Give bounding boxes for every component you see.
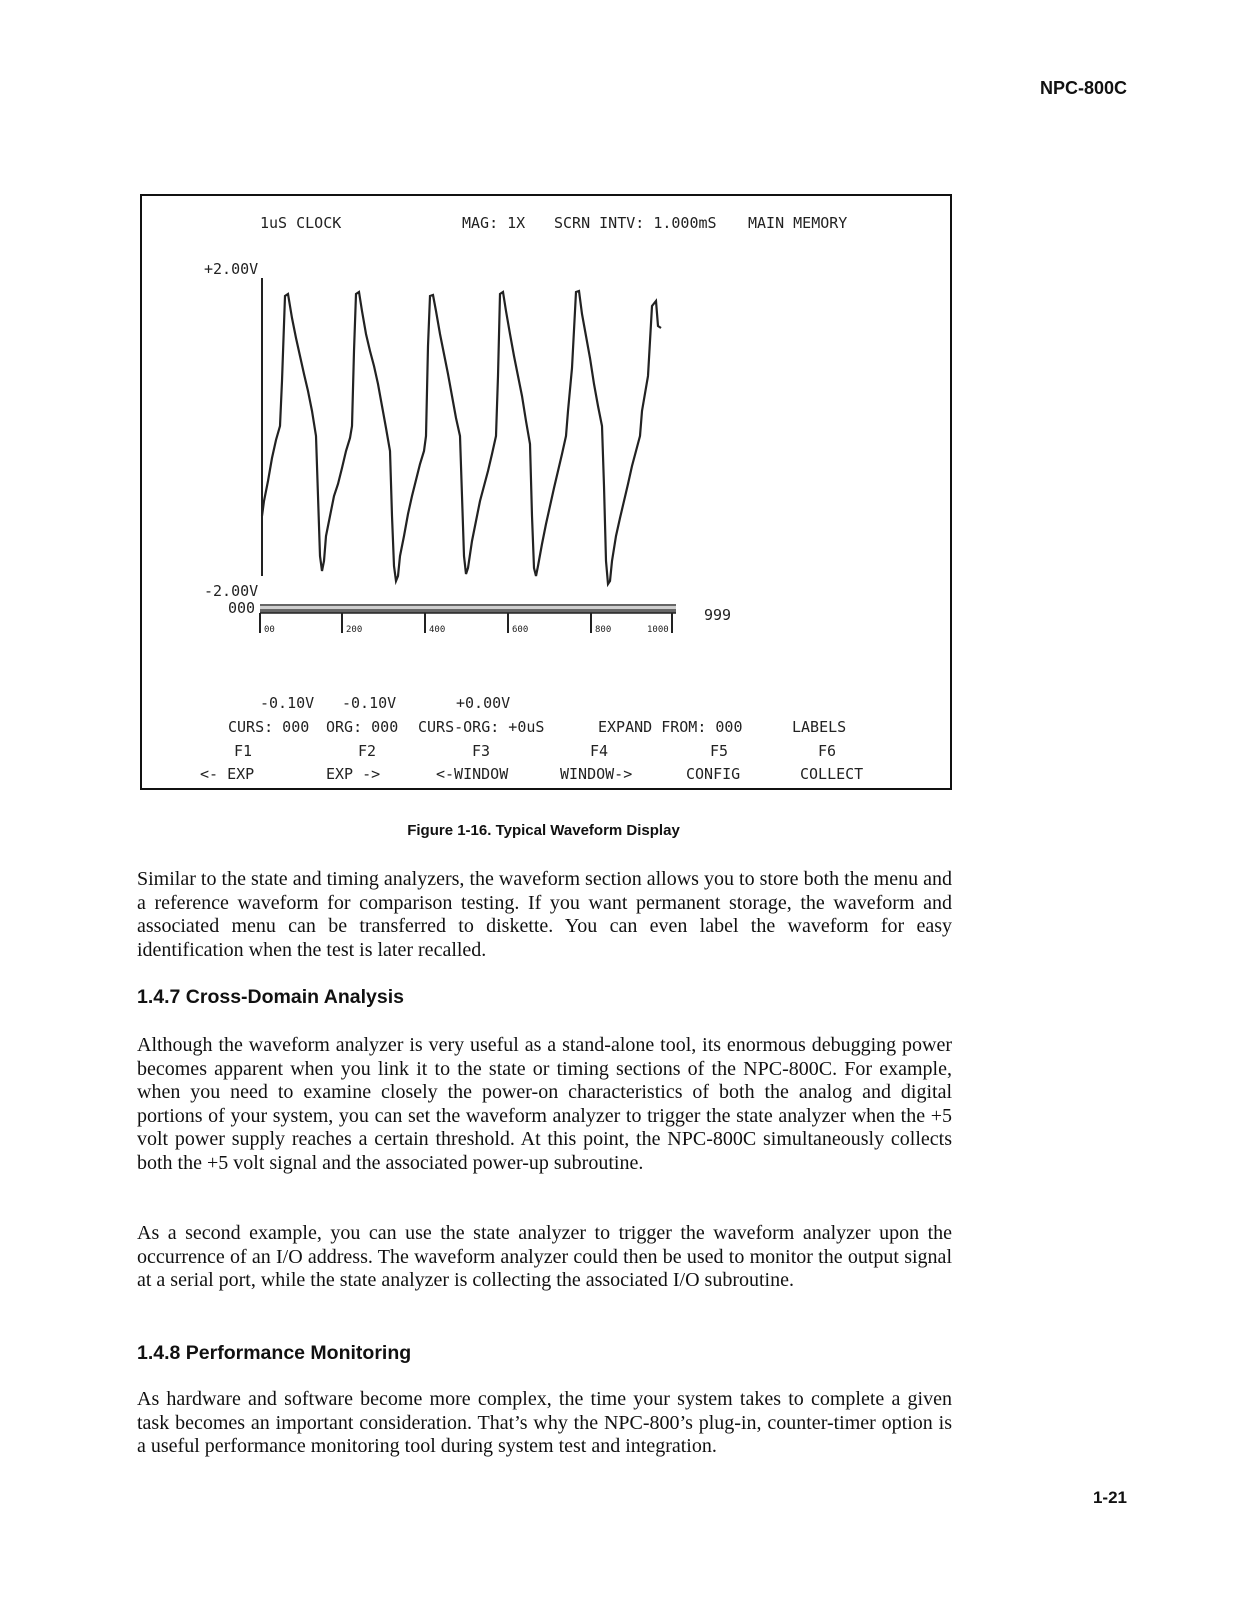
screen-interval-label: SCRN INTV: 1.000mS [554,214,717,232]
labels-status: LABELS [792,718,847,736]
fkey-f1-action: <- EXP [200,765,255,783]
scroll-tick-label: 00 [264,625,275,635]
origin-status: ORG: 000 [326,718,399,736]
figure-caption: Figure 1-16. Typical Waveform Display [407,822,680,839]
paragraph-performance: As hardware and software become more complex, the time your system takes to complete a given task becomes an important consideration. That’s why the NPC-800’s plug-in, counter-timer option is a useful performance monitoring tool during system test and integration. [137,1388,952,1458]
cursor-origin-status: CURS-ORG: +0uS [418,718,545,736]
fkey-f2-action: EXP -> [326,765,381,783]
fkey-f1-label: F1 [234,742,253,760]
waveform-trace [262,291,661,584]
cursor-voltage-readout: -0.10V [260,694,315,712]
heading-performance-monitoring: 1.4.8 Performance Monitoring [137,1342,412,1364]
fkey-f2-label: F2 [358,742,377,760]
cursor-status: CURS: 000 [228,718,310,736]
paragraph-cross-domain: Although the waveform analyzer is very useful as a stand-alone tool, its enormous debugging power becomes apparent when you link it to the state or timing sections of the NPC-800C. For example, when you need to examine closely the power-on characteristics of both the analog and digital portions of your system, you can set the waveform analyzer to trigger the state analyzer when the +5 volt power supply reaches a certain threshold. At this point, the NPC-800C simultaneously collects both the +5 volt signal and the associated power-up subroutine. [137,1034,952,1174]
scroll-tick-label: 1000 [647,625,669,635]
y-max-label: +2.00V [204,260,259,278]
memory-scroll-bar [260,604,676,633]
scroll-tick-label: 600 [512,625,529,635]
fkey-f6-label: F6 [818,742,837,760]
fkey-f5-label: F5 [710,742,729,760]
doc-header: NPC-800C [1039,78,1127,98]
expand-from-status: EXPAND FROM: 000 [598,718,743,736]
fkey-f4-label: F4 [590,742,609,760]
paragraph-waveform-storage: Similar to the state and timing analyzers, the waveform section allows you to store both the menu and a reference waveform for comparison testing. If you want permanent storage, the waveform and associated menu can be transferred to diskette. You can even label the waveform for easy identification when the test is later recalled. [137,868,952,961]
waveform-display-figure [140,194,952,790]
clock-label: 1uS CLOCK [260,214,342,232]
origin-voltage-readout: -0.10V [342,694,397,712]
scroll-end-label: 999 [704,606,732,624]
heading-cross-domain-analysis: 1.4.7 Cross-Domain Analysis [137,986,404,1008]
difference-voltage-readout: +0.00V [456,694,511,712]
fkey-f3-action: <-WINDOW [436,765,509,783]
paragraph-second-example: As a second example, you can use the state analyzer to trigger the waveform analyzer upon the occurrence of an I/O address. The waveform analyzer could then be used to monitor the output signal at a serial port, while the state analyzer is collecting the associated I/O subroutine. [137,1222,952,1292]
scroll-tick-label: 200 [346,625,363,635]
scroll-tick-label: 800 [595,625,612,635]
memory-label: MAIN MEMORY [748,214,848,232]
scroll-tick-label: 400 [429,625,446,635]
page-number: 1-21 [1092,1488,1127,1507]
fkey-f5-action: CONFIG [686,765,741,783]
y-min-label: -2.00V [204,582,259,600]
fkey-f6-action: COLLECT [800,765,864,783]
fkey-f4-action: WINDOW-> [560,765,633,783]
mag-label: MAG: 1X [462,214,526,232]
fkey-f3-label: F3 [472,742,491,760]
scroll-start-label: 000 [228,599,256,617]
